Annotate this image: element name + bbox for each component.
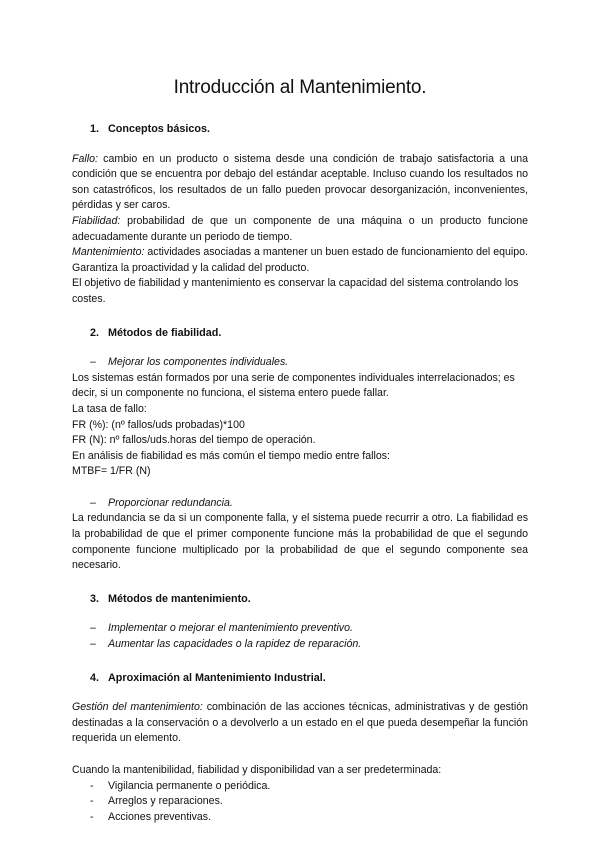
definition-text: actividades asociadas a mantener un buen estado de funcionamiento del equipo. Garantiza la proactividad y la calidad del producto. [72,246,528,274]
subsection-title: Proporcionar redundancia. [108,496,233,509]
list-item [90,794,528,810]
section-number: 1. [90,123,100,135]
definition-term: Fallo [72,152,95,165]
section-number: 2. [90,326,100,339]
page-title: Introducción al Mantenimiento. [173,77,427,98]
definition-separator: : [117,214,121,227]
dash-bullet: – [90,622,96,635]
definition-fallo [72,152,528,214]
text-line: La tasa de fallo: [72,402,147,415]
subsection-redundancia [90,496,528,512]
section-number: 4. [90,671,100,684]
paragraph: Los sistemas están formados por una serie de componentes individuales interrelacionados; es decir, si un componente no funciona, el sistema entero puede fallar. [72,371,515,400]
paragraph: La redundancia se da si un componente falla, y el sistema puede recurrir a otro. La fiabilidad es la probabilidad de que el primer componente funcione más la probabilidad de que el segundo componente funcione multiplicado por la probabilidad de que el segundo componente sea necesario. [72,512,528,572]
predetermined-actions-list [72,779,528,826]
section-1-closing: El objetivo de fiabilidad y mantenimiento es conservar la capacidad del sistema controlando los costes. [72,277,519,305]
definition-text: probabilidad de que un componente de una máquina o un producto funcione adecuadamente durante un periodo de tiempo. [72,214,528,243]
text-line: MTBF= 1/FR (N) [72,465,151,478]
list-item [90,779,528,795]
definition-gestion-mantenimiento [72,700,528,747]
definition-separator: : [141,246,145,259]
dash-bullet: - [90,779,94,792]
definition-term: Mantenimiento [72,246,142,259]
definition-separator: : [199,701,203,714]
dash-bullet: – [90,496,96,509]
list-item-label: Vigilancia permanente o periódica. [108,779,271,792]
dash-bullet: – [90,356,96,369]
dash-bullet: – [90,638,96,651]
dash-bullet: - [90,795,94,808]
section-3-heading [90,592,528,608]
definition-text: combinación de las acciones técnicas, administrativas y de gestión destinadas a la conservación o a devolverlo a un estado en el que pueda desempeñar la función requerida un elemento. [72,701,528,745]
list-intro: Cuando la mantenibilidad, fiabilidad y disponibilidad van a ser predeterminada: [72,764,442,776]
section-4-heading [90,671,528,687]
section-number: 3. [90,592,100,605]
list-item [90,810,528,826]
text-line: En análisis de fiabilidad es más común el tiempo medio entre fallos: [72,449,390,462]
list-item [90,637,528,653]
definition-term: Fiabilidad [72,214,118,227]
subsection-title: Mejorar los componentes individuales. [108,356,289,369]
maintenance-methods-list [72,621,528,652]
definition-fiabilidad [72,214,528,245]
section-title: Aproximación al Mantenimiento Industrial. [108,671,326,684]
list-item [90,621,528,637]
list-item-label: Acciones preventivas. [108,810,212,823]
definition-text: cambio en un producto o sistema desde una condición de trabajo satisfactoria a una condición que se encuentra por debajo del estándar aceptable. Incluso cuando los resultados no son catastróficos, los resultados de un fallo pueden provocar desorganización, inconvenientes, pérdidas y ser caros. [72,152,528,212]
text-line: FR (%): (nº fallos/uds probadas)*100 [72,418,245,431]
dash-bullet: - [90,810,94,823]
section-title: Conceptos básicos. [108,123,210,135]
list-item-label: Implementar o mejorar el mantenimiento preventivo. [108,622,353,635]
text-line: FR (N): nº fallos/uds.horas del tiempo de operación. [72,434,316,447]
definition-term: Gestión del mantenimiento [72,701,200,714]
list-item-label: Arreglos y reparaciones. [108,795,223,808]
section-1-heading [90,122,528,138]
section-title: Métodos de fiabilidad. [108,326,222,339]
section-title: Métodos de mantenimiento. [108,592,251,605]
definition-separator: : [94,152,98,165]
definition-mantenimiento [72,245,528,276]
list-item-label: Aumentar las capacidades o la rapidez de reparación. [108,638,362,651]
section-2-heading [90,326,528,342]
subsection-mejorar-componentes [90,355,528,371]
